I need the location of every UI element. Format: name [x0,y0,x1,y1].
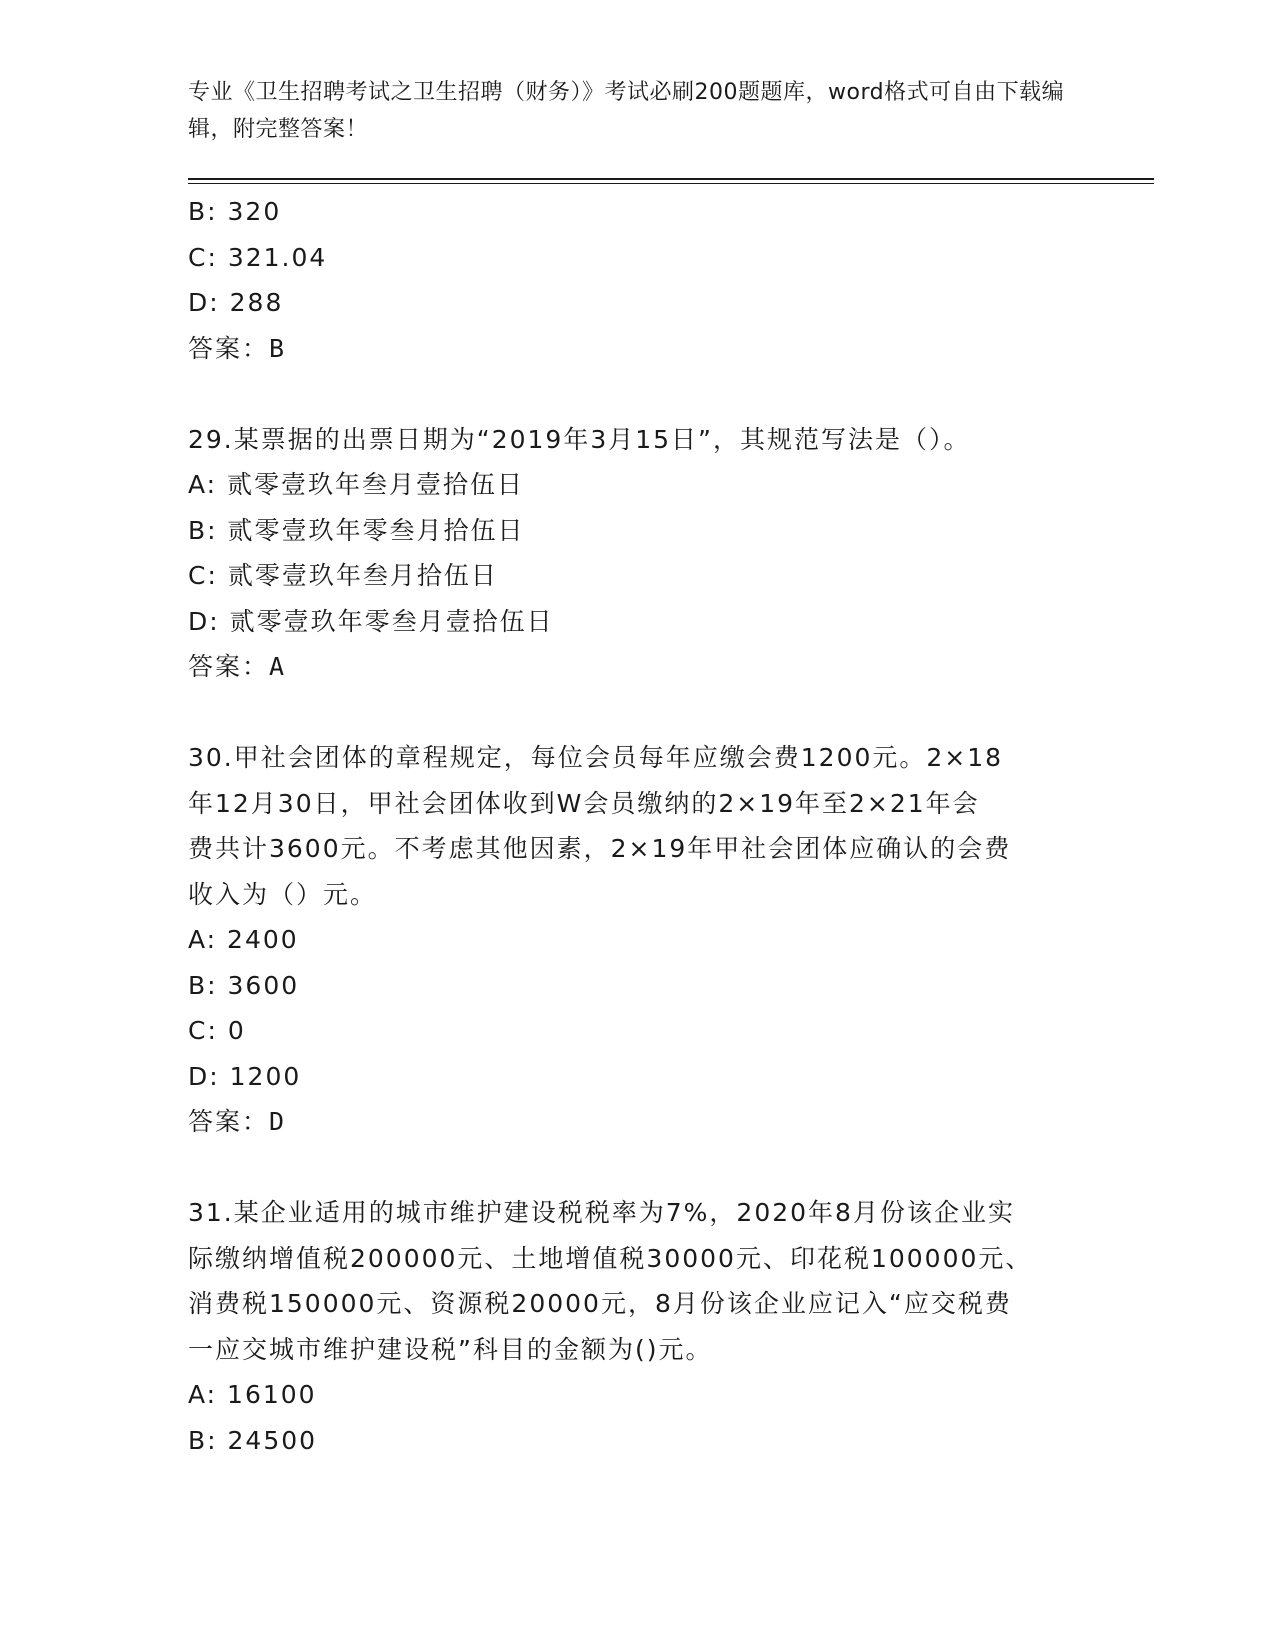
option-b [188,508,1068,554]
spacer [188,371,1068,417]
option-label: C: [188,242,218,272]
option-text: 0 [227,1016,246,1045]
option-text: 3600 [227,970,300,1000]
option-text: 贰零壹玖年叁月拾伍日 [227,561,498,590]
option-label: B: [188,515,218,545]
question-content [188,189,1068,1463]
answer-value: D [269,1107,287,1136]
option-a [188,917,1068,963]
option-label: B: [188,1425,218,1455]
option-label: A: [188,925,218,954]
spacer [188,1145,1068,1191]
option-d [188,280,1068,326]
option-c [188,1008,1068,1054]
option-b [188,963,1068,1009]
answer-label: 答案： [188,652,270,681]
option-d [188,1054,1068,1100]
option-c [188,553,1068,599]
answer-line [188,644,1068,690]
header-text: 专业《卫生招聘考试之卫生招聘（财务）》考试必刷200题题库，word格式可自由下载编辑，附完整答案！ [188,80,1065,142]
option-label: A: [188,470,218,499]
answer-value: A [269,652,287,681]
option-a [188,1372,1068,1418]
answer-value: B [269,333,287,363]
option-text: 贰零壹玖年零叁月拾伍日 [227,515,525,545]
spacer [188,690,1068,736]
option-b [188,1418,1068,1464]
answer-line [188,326,1068,372]
option-text: 贰零壹玖年零叁月壹拾伍日 [229,606,554,636]
question-30-stem-line: 收入为（）元。 [188,879,378,909]
option-a [188,462,1068,508]
answer-label: 答案： [188,1107,270,1136]
question-30-stem-line: 年12月30日，甲社会团体收到W会员缴纳的2×19年至2×21年会 [188,788,980,818]
option-text: 320 [227,197,282,226]
option-text: 16100 [227,1380,317,1409]
question-30-stem-line: 费共计3600元。不考虑其他因素，2×19年甲社会团体应确认的会费 [188,834,1012,863]
option-text: 288 [229,288,284,317]
question-29-stem: 29.某票据的出票日期为“2019年3月15日”，其规范写法是（）。 [188,424,971,454]
question-30-stem-line: 30.甲社会团体的章程规定，每位会员每年应缴会费1200元。2×18 [188,743,1004,772]
option-label: D: [188,606,220,636]
option-text: 贰零壹玖年叁月壹拾伍日 [227,470,525,499]
option-label: B: [188,970,218,1000]
option-text: 1200 [229,1061,302,1091]
answer-line [188,1099,1068,1145]
option-label: D: [188,1061,220,1091]
question-31-stem-line: 消费税150000元、资源税20000元，8月份该企业应记入“应交税费 [188,1289,1012,1318]
header-divider-thin [188,183,1154,184]
option-d [188,599,1068,645]
option-text: 24500 [227,1425,318,1455]
option-label: B: [188,197,218,226]
question-31-stem-line: 一应交城市维护建设税”科目的金额为()元。 [188,1334,713,1364]
option-label: D: [188,288,220,317]
option-text: 2400 [227,925,299,954]
option-label: C: [188,1016,218,1045]
page-header [188,74,1068,148]
option-c [188,235,1068,281]
option-b [188,189,1068,235]
option-label: A: [188,1380,218,1409]
question-31-stem-line: 31.某企业适用的城市维护建设税税率为7%，2020年8月份该企业实 [188,1198,1015,1227]
answer-label: 答案： [188,333,270,363]
option-text: 321.04 [227,242,328,272]
option-label: C: [188,561,218,590]
question-31-stem-line: 际缴纳增值税200000元、土地增值税30000元、印花税100000元、 [188,1243,1033,1273]
header-divider-thick [188,178,1154,180]
